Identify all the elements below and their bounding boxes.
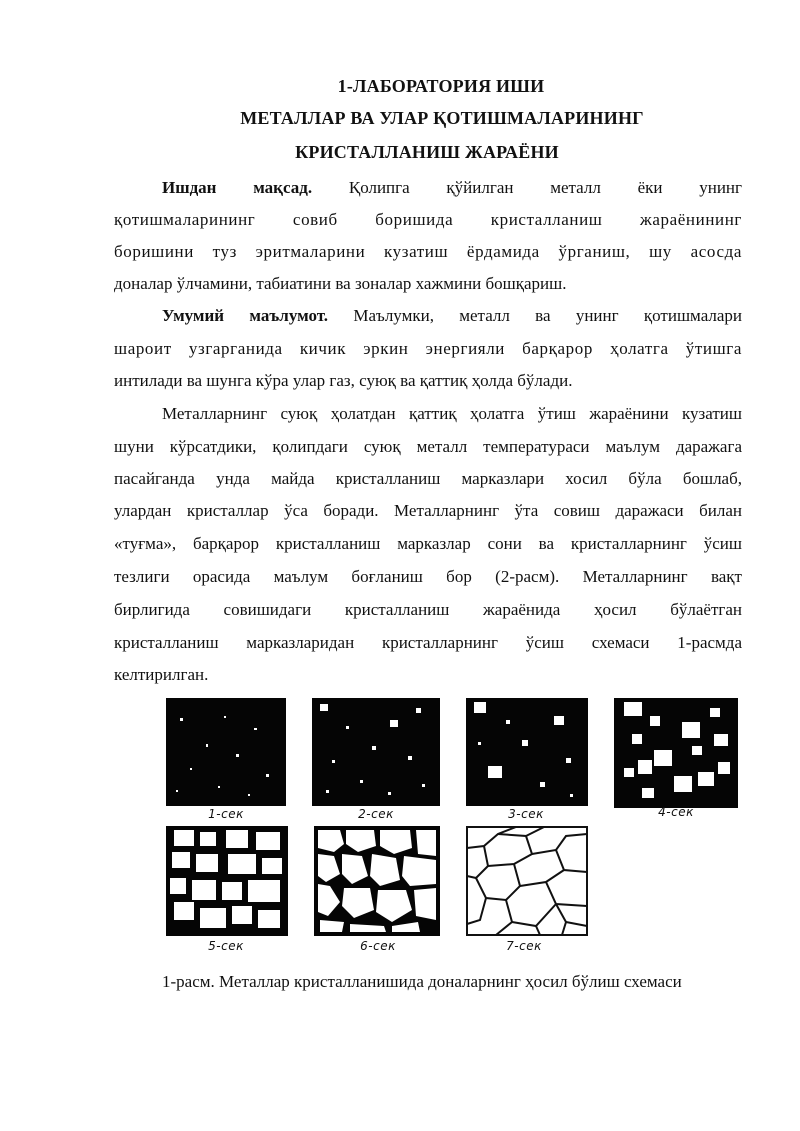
para3-line-5: «туғма», барқарор кристалланиш марказлар сони ва кристалларнинг ўсиш — [114, 534, 742, 553]
para3-line-3: пасайганда унда майда кристалланиш марказлари хосил бўла бошлаб, — [114, 469, 742, 488]
panel-1-sec — [166, 698, 286, 806]
lab-number-title: 1-ЛАБОРАТОРИЯ ИШИ — [337, 76, 545, 96]
panel-1-label: 1-сек — [208, 807, 244, 821]
aim-text-1: Қолипга қўйилган металл ёки унинг — [348, 178, 743, 197]
topic-title-line2: КРИСТАЛЛАНИШ ЖАРАЁНИ — [295, 142, 559, 162]
panel-4-label: 4-сек — [658, 805, 694, 819]
general-line-1 — [162, 304, 742, 328]
panel-5-label: 5-сек — [208, 939, 244, 953]
para3-line-8: кристалланиш марказларидан кристалларнинг ўсиш схемаси 1-расмда — [114, 633, 742, 652]
aim-line-1 — [162, 176, 742, 200]
general-text-1: Маълумки, металл ва унинг қотишмалари — [353, 306, 743, 325]
para3-line-4: улардан кристаллар ўса боради. Металларнинг ўта совиш даражаси билан — [114, 501, 742, 520]
panel-7-sec — [466, 826, 588, 936]
panel-6-sec — [314, 826, 440, 936]
panel-4-sec — [614, 698, 738, 808]
figure-caption: 1-расм. Металлар кристалланишида доналарнинг ҳосил бўлиш схемаси — [162, 972, 682, 991]
topic-title-line1: МЕТАЛЛАР ВА УЛАР ҚОТИШМАЛАРИНИНГ — [240, 108, 644, 128]
aim-line-3: боришини туз эритмаларини кузатиш ёрдамида ўрганиш, шу асосда — [114, 242, 742, 261]
panel-6-label: 6-сек — [360, 939, 396, 953]
panel-3-label: 3-сек — [508, 807, 544, 821]
general-label: Умумий маълумот. — [162, 306, 329, 325]
para3-line-7: бирлигида совишидаги кристалланиш жараёнида ҳосил бўлаётган — [114, 600, 742, 619]
panel-3-sec — [466, 698, 588, 806]
para3-line-2: шуни кўрсатдики, қолипдаги суюқ металл температураси маълум даражага — [114, 437, 742, 456]
para3-line-9: келтирилган. — [114, 665, 209, 684]
aim-line-4: доналар ўлчамини, табиатини ва зоналар хажмини бошқариш. — [114, 274, 567, 293]
panel-2-label: 2-сек — [358, 807, 394, 821]
aim-line-2: қотишмаларининг совиб боришида кристалланиш жараёнининг — [114, 210, 742, 229]
aim-label: Ишдан мақсад. — [162, 178, 313, 197]
panel-5-sec — [166, 826, 288, 936]
general-line-2: шароит узгарганида кичик эркин энергияли барқарор ҳолатга ўтишга — [114, 339, 742, 358]
para3-line-6: тезлиги орасида маълум боғланиш бор (2-расм). Металларнинг вақт — [114, 567, 742, 586]
panel-2-sec — [312, 698, 440, 806]
panel-7-label: 7-сек — [506, 939, 542, 953]
general-line-3: интилади ва шунга кўра улар газ, суюқ ва қаттиқ ҳолда бўлади. — [114, 371, 573, 390]
para3-line-1: Металларнинг суюқ ҳолатдан қаттиқ ҳолатга ўтиш жараёнини кузатиш — [162, 404, 742, 423]
